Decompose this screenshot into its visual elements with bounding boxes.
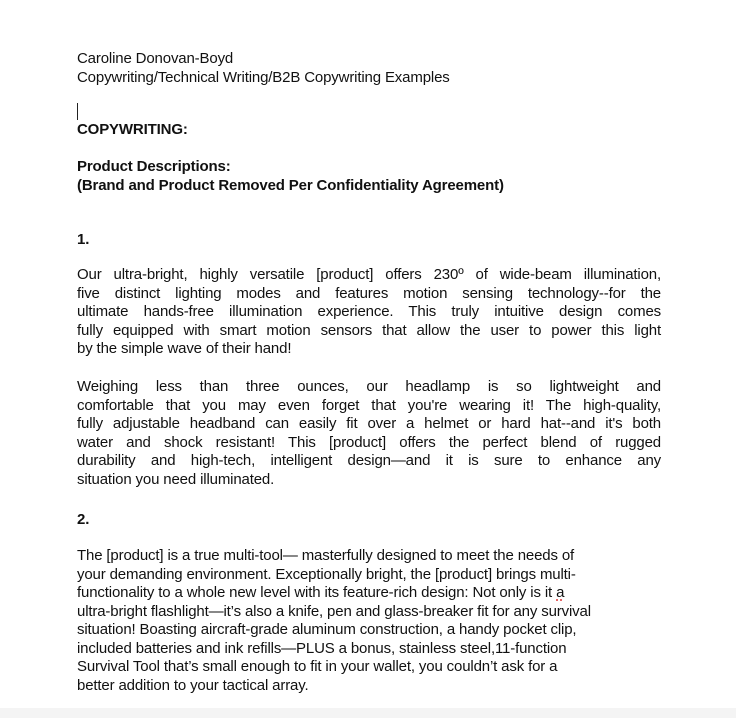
confidentiality-note: (Brand and Product Removed Per Confidentiality Agreement) xyxy=(77,177,504,194)
page-bottom-edge xyxy=(0,708,736,718)
paragraph-line: Survival Tool that’s small enough to fit in your wallet, you couldn’t ask for a xyxy=(77,658,558,675)
paragraph-line: five distinct lighting modes and features motion sensing technology--for the xyxy=(77,284,661,302)
item-number: 1. xyxy=(77,231,90,248)
paragraph-line: fully adjustable headband can easily fit over a helmet or hard hat--and it's both xyxy=(77,415,661,432)
paragraph-line: by the simple wave of their hand! xyxy=(77,340,292,357)
section-title: COPYWRITING: xyxy=(77,121,188,138)
text-cursor xyxy=(77,103,78,120)
item-number: 2. xyxy=(77,511,90,528)
paragraph-line: ultimate hands-free illumination experience. This truly intuitive design comes xyxy=(77,303,661,320)
paragraph-line xyxy=(77,584,564,603)
paragraph-line: ultra-bright flashlight—it’s also a knife, pen and glass-breaker fit for any survival xyxy=(77,602,591,620)
paragraph-line: The [product] is a true multi-tool— masterfully designed to meet the needs of xyxy=(77,547,575,564)
paragraph-line: included batteries and ink refills—PLUS a bonus, stainless steel,11-function xyxy=(77,639,567,657)
paragraph-line: fully equipped with smart motion sensors that allow the user to power this light xyxy=(77,321,661,339)
paragraph-line: better addition to your tactical array. xyxy=(77,676,309,694)
paragraph-line: durability and high-tech, intelligent design—and it is sure to enhance any xyxy=(77,452,661,469)
author-name: Caroline Donovan-Boyd xyxy=(77,50,234,67)
spellcheck-flagged-word[interactable]: a xyxy=(556,584,565,601)
paragraph-line: situation you need illuminated. xyxy=(77,470,275,488)
paragraph-line: comfortable that you may even forget that you're wearing it! The high-quality, xyxy=(77,396,661,414)
paragraph-line-text: functionality to a whole new level with its feature-rich design: Not only is it xyxy=(77,584,553,601)
subheading: Product Descriptions: xyxy=(77,158,231,175)
paragraph-line: your demanding environment. Exceptionally bright, the [product] brings multi- xyxy=(77,565,576,583)
paragraph-line: Weighing less than three ounces, our headlamp is so lightweight and xyxy=(77,378,661,395)
paragraph-line: situation! Boasting aircraft-grade aluminum construction, a handy pocket clip, xyxy=(77,621,577,638)
paragraph-line: water and shock resistant! This [product] offers the perfect blend of rugged xyxy=(77,433,661,451)
paragraph-line: Our ultra-bright, highly versatile [product] offers 230º of wide-beam illumination, xyxy=(77,266,661,283)
document-subtitle: Copywriting/Technical Writing/B2B Copywriting Examples xyxy=(77,68,450,86)
